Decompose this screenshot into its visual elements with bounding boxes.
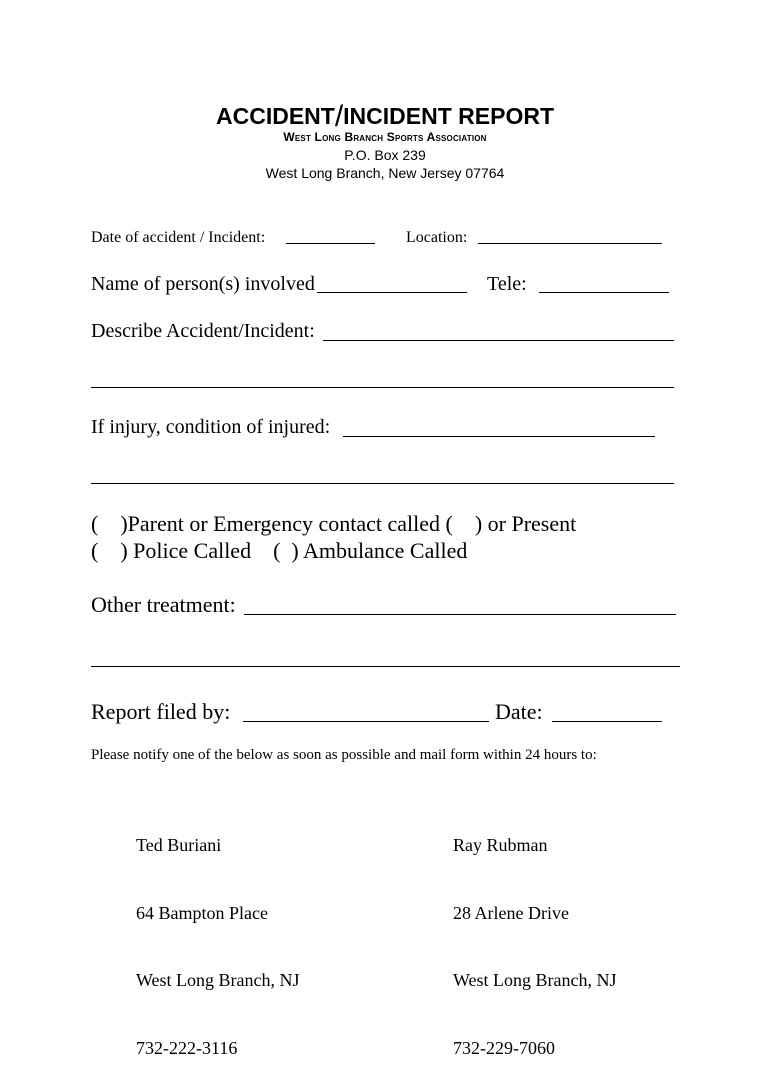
name-label: Name of person(s) involved: [91, 273, 315, 295]
injury-field-line[interactable]: [343, 436, 655, 437]
title-part-1: ACCIDENT: [215, 103, 335, 129]
contact-phone: 732-229-7060: [453, 1037, 555, 1058]
other-treatment-extra-line[interactable]: [91, 666, 680, 667]
notice-text: Please notify one of the below as soon as possible and mail form within 24 hours to:: [91, 747, 597, 763]
contact-name: Ted Buriani: [136, 835, 222, 855]
tele-label: Tele:: [487, 273, 527, 295]
contact-phone: 732-222-3116: [136, 1037, 238, 1058]
describe-extra-line[interactable]: [91, 387, 674, 388]
date-label: Date of accident / Incident:: [91, 229, 266, 246]
name-field-line[interactable]: [317, 292, 467, 293]
contact-name: Ray Rubman: [453, 835, 548, 855]
location-label: Location:: [406, 229, 468, 246]
contact-block: [136, 789, 300, 1082]
city-state: West Long Branch, New Jersey 07764: [265, 165, 505, 181]
organization-name: West Long Branch Sports Association: [283, 130, 487, 144]
tele-field-line[interactable]: [539, 292, 669, 293]
describe-label: Describe Accident/Incident:: [91, 320, 315, 342]
report-title: [0, 98, 770, 132]
filed-date-label: Date:: [495, 699, 543, 724]
injury-label: If injury, condition of injured:: [91, 416, 331, 438]
contact-street: 64 Bampton Place: [136, 902, 268, 923]
filed-date-line[interactable]: [552, 721, 662, 722]
location-field-line[interactable]: [478, 243, 662, 244]
contact-called-row[interactable]: ( )Parent or Emergency contact called ( ) or Present: [91, 511, 577, 536]
contact-block: [453, 789, 617, 1082]
title-part-2: INCIDENT REPORT: [343, 103, 555, 129]
contact-city: West Long Branch, NJ: [453, 970, 617, 990]
filed-by-label: Report filed by:: [91, 699, 231, 724]
police-ambulance-row[interactable]: ( ) Police Called ( ) Ambulance Called: [91, 538, 468, 563]
title-slash: /: [334, 100, 344, 133]
date-field-line[interactable]: [286, 243, 375, 244]
po-box: P.O. Box 239: [344, 147, 426, 163]
other-treatment-line[interactable]: [244, 614, 676, 615]
contact-city: West Long Branch, NJ: [136, 970, 300, 990]
other-treatment-label: Other treatment:: [91, 592, 236, 617]
contact-street: 28 Arlene Drive: [453, 902, 569, 923]
describe-field-line[interactable]: [323, 340, 674, 341]
injury-extra-line[interactable]: [91, 483, 674, 484]
filed-by-line[interactable]: [243, 721, 489, 722]
